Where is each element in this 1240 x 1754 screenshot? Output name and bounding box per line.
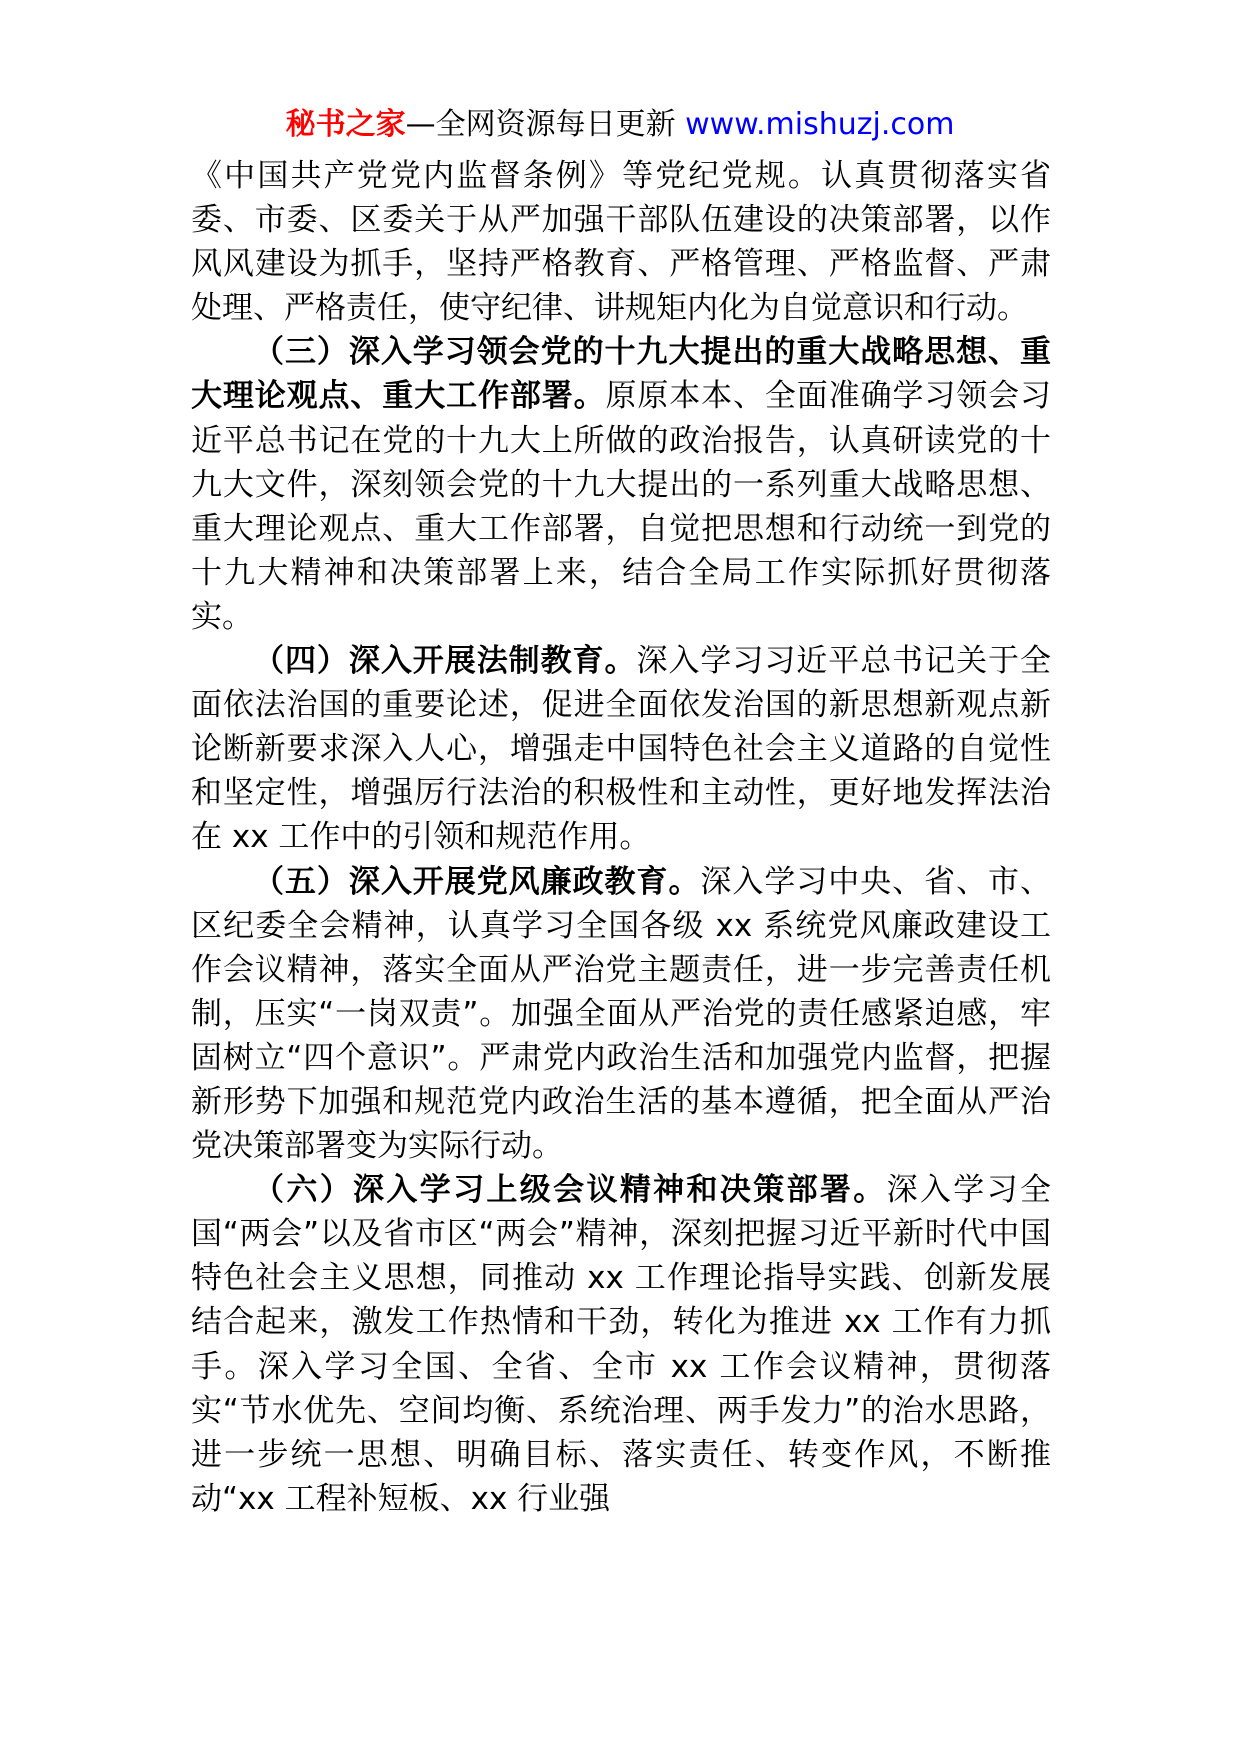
document-body: [191, 154, 1051, 1521]
paragraph-section-6: [191, 1168, 1051, 1521]
section-heading: （五）深入开展党风廉政教育。: [253, 863, 701, 900]
paragraph-text: 深入学习全国“两会”以及省市区“两会”精神，深刻把握习近平新时代中国特色社会主义思想，同推动 xx 工作理论指导实践、创新发展结合起来，激发工作热情和干劲，转化为推进 xx 工作有力抓手。深入学习全国、全省、全市 xx 工作会议精神，贯彻落实“节水优先、空间均衡、系统治理、两手发力”的治水思路，进一步统一思想、明确目标、落实责任、转变作风，不断推动“xx 工程补短板、xx 行业强: [191, 1172, 1052, 1517]
site-url-link[interactable]: www.mishuzj.com: [685, 107, 955, 142]
section-heading: （三）深入学习领会党的十九大提出的重大战略思想、重大理论观点、重大工作部署。: [191, 334, 1051, 415]
paragraph-text: 《中国共产党党内监督条例》等党纪党规。认真贯彻落实省委、市委、区委关于从严加强干部队伍建设的决策部署，以作风风建设为抓手，坚持严格教育、严格管理、严格监督、严肃处理、严格责任，使守纪律、讲规矩内化为自觉意识和行动。: [191, 158, 1051, 327]
header-tagline: —全网资源每日更新: [405, 107, 686, 142]
paragraph-continued: [191, 154, 1051, 330]
paragraph-text: 深入学习中央、省、市、区纪委全会精神，认真学习全国各级 xx 系统党风廉政建设工作会议精神，落实全面从严治党主题责任，进一步完善责任机制，压实“一岗双责”。加强全面从严治党的责任感紧迫感，牢固树立“四个意识”。严肃党内政治生活和加强党内监督，把握新形势下加强和规范党内政治生活的基本遵循，把全面从严治党决策部署变为实际行动。: [191, 863, 1052, 1165]
section-heading: （四）深入开展法制教育。: [253, 643, 637, 680]
site-header: [0, 103, 1240, 147]
paragraph-text: 原原本本、全面准确学习领会习近平总书记在党的十九大上所做的政治报告，认真研读党的十九大文件，深刻领会党的十九大提出的一系列重大战略思想、重大理论观点、重大工作部署，自觉把思想和行动统一到党的十九大精神和决策部署上来，结合全局工作实际抓好贯彻落实。: [191, 378, 1051, 635]
paragraph-section-5: [191, 860, 1051, 1169]
section-heading: （六）深入学习上级会议精神和决策部署。: [253, 1172, 887, 1209]
paragraph-section-4: [191, 639, 1051, 859]
paragraph-section-3: [191, 330, 1051, 639]
brand-name: 秘书之家: [285, 107, 406, 142]
paragraph-text: 深入学习习近平总书记关于全面依法治国的重要论述，促进全面依发治国的新思想新观点新论断新要求深入人心，增强走中国特色社会主义道路的自觉性和坚定性，增强厉行法治的积极性和主动性，更好地发挥法治在 xx 工作中的引领和规范作用。: [191, 643, 1051, 856]
